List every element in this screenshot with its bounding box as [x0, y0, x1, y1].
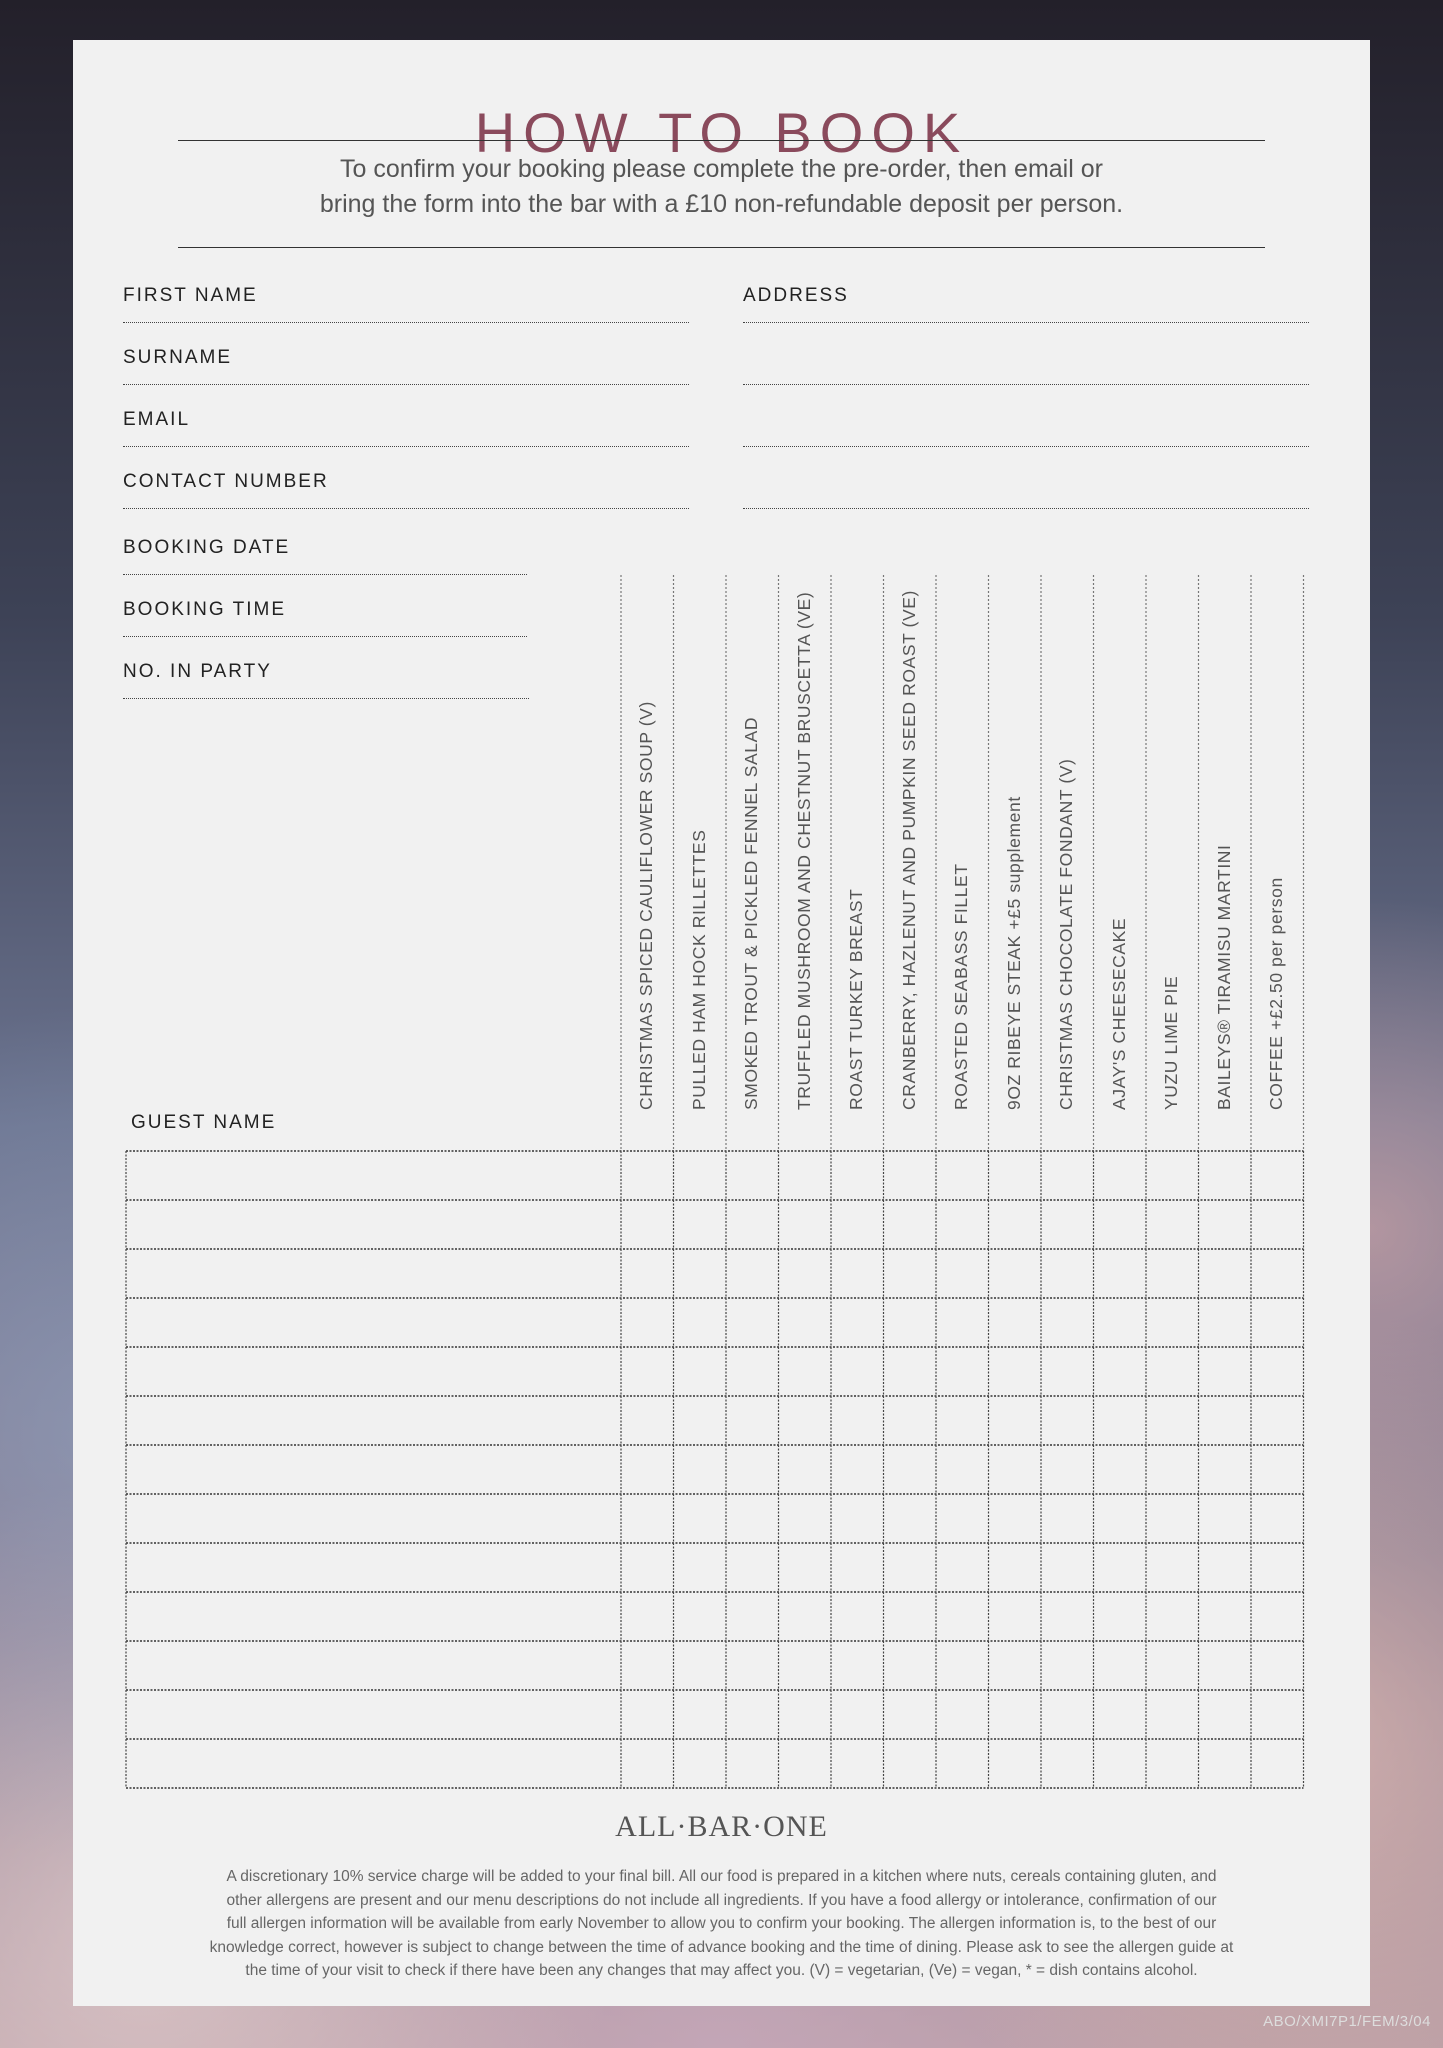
menu-choice-cell[interactable]: [936, 1347, 989, 1396]
disclaimer-line: A discretionary 10% service charge will be added to your final bill. All our food is prepared in a kitchen where nuts, cereals containing gluten, and: [226, 1868, 1217, 1885]
menu-choice-cell[interactable]: [936, 1592, 989, 1641]
menu-choice-cell[interactable]: [936, 1298, 989, 1347]
menu-item-header: ROAST TURKEY BREAST: [846, 888, 867, 1110]
menu-choice-cell[interactable]: [831, 1396, 884, 1445]
contact-number-label: CONTACT NUMBER: [123, 471, 329, 492]
menu-choice-cell[interactable]: [674, 1641, 727, 1690]
menu-choice-cell[interactable]: [989, 1494, 1042, 1543]
menu-choice-cell[interactable]: [674, 1249, 727, 1298]
menu-choice-cell[interactable]: [989, 1151, 1042, 1200]
menu-choice-cell[interactable]: [936, 1445, 989, 1494]
menu-choice-cell[interactable]: [779, 1396, 832, 1445]
menu-choice-cell[interactable]: [674, 1543, 727, 1592]
menu-choice-cell[interactable]: [1146, 1592, 1199, 1641]
menu-choice-cell[interactable]: [1199, 1200, 1252, 1249]
guest-name-cell[interactable]: [126, 1249, 621, 1298]
menu-choice-cell[interactable]: [936, 1151, 989, 1200]
menu-choice-cell[interactable]: [621, 1739, 674, 1788]
menu-item-header: CHRISTMAS CHOCOLATE FONDANT (V): [1056, 758, 1077, 1110]
menu-choice-cell[interactable]: [621, 1690, 674, 1739]
menu-item-header: CRANBERRY, HAZLENUT AND PUMPKIN SEED ROAST (VE): [898, 590, 919, 1110]
menu-choice-cell[interactable]: [989, 1396, 1042, 1445]
menu-choice-cell[interactable]: [1041, 1739, 1094, 1788]
menu-choice-cell[interactable]: [831, 1739, 884, 1788]
menu-choice-cell[interactable]: [989, 1592, 1042, 1641]
menu-choice-cell[interactable]: [674, 1298, 727, 1347]
menu-choice-cell[interactable]: [936, 1200, 989, 1249]
menu-choice-cell[interactable]: [726, 1396, 779, 1445]
menu-choice-cell[interactable]: [621, 1494, 674, 1543]
menu-choice-cell[interactable]: [936, 1641, 989, 1690]
menu-choice-cell[interactable]: [1251, 1298, 1304, 1347]
document-reference: ABO/XMI7P1/FEM/3/04: [1263, 2013, 1431, 2030]
menu-choice-cell[interactable]: [1094, 1739, 1147, 1788]
menu-choice-cell[interactable]: [989, 1249, 1042, 1298]
menu-choice-cell[interactable]: [1251, 1592, 1304, 1641]
menu-choice-cell[interactable]: [884, 1641, 937, 1690]
menu-choice-cell[interactable]: [1251, 1739, 1304, 1788]
menu-choice-cell[interactable]: [1094, 1690, 1147, 1739]
menu-choice-cell[interactable]: [1041, 1592, 1094, 1641]
menu-choice-cell[interactable]: [1041, 1445, 1094, 1494]
menu-choice-cell[interactable]: [1094, 1445, 1147, 1494]
guest-name-label: GUEST NAME: [131, 1112, 277, 1133]
menu-choice-cell[interactable]: [1094, 1396, 1147, 1445]
menu-choice-cell[interactable]: [621, 1298, 674, 1347]
menu-choice-cell[interactable]: [831, 1592, 884, 1641]
menu-choice-cell[interactable]: [831, 1690, 884, 1739]
menu-choice-cell[interactable]: [621, 1592, 674, 1641]
menu-choice-cell[interactable]: [621, 1396, 674, 1445]
menu-choice-cell[interactable]: [1146, 1641, 1199, 1690]
menu-choice-cell[interactable]: [1041, 1641, 1094, 1690]
guest-name-cell[interactable]: [126, 1641, 621, 1690]
menu-choice-cell[interactable]: [1199, 1494, 1252, 1543]
menu-choice-cell[interactable]: [726, 1690, 779, 1739]
menu-choice-cell[interactable]: [1146, 1298, 1199, 1347]
surname-label: SURNAME: [123, 347, 233, 368]
menu-choice-cell[interactable]: [621, 1445, 674, 1494]
menu-choice-cell[interactable]: [674, 1200, 727, 1249]
menu-choice-cell[interactable]: [831, 1445, 884, 1494]
menu-choice-cell[interactable]: [1251, 1200, 1304, 1249]
menu-choice-cell[interactable]: [674, 1347, 727, 1396]
allergen-disclaimer: [123, 1865, 1320, 1983]
menu-choice-cell[interactable]: [779, 1445, 832, 1494]
menu-choice-cell[interactable]: [1146, 1445, 1199, 1494]
menu-choice-cell[interactable]: [1041, 1690, 1094, 1739]
menu-choice-cell[interactable]: [831, 1298, 884, 1347]
guest-name-cell[interactable]: [126, 1739, 621, 1788]
menu-choice-cell[interactable]: [1146, 1739, 1199, 1788]
guest-name-cell[interactable]: [126, 1151, 621, 1200]
menu-choice-cell[interactable]: [884, 1543, 937, 1592]
menu-choice-cell[interactable]: [1094, 1543, 1147, 1592]
menu-choice-cell[interactable]: [621, 1249, 674, 1298]
guest-name-cell[interactable]: [126, 1494, 621, 1543]
menu-choice-cell[interactable]: [1094, 1347, 1147, 1396]
guest-name-cell[interactable]: [126, 1200, 621, 1249]
menu-choice-cell[interactable]: [621, 1543, 674, 1592]
menu-choice-cell[interactable]: [1199, 1690, 1252, 1739]
menu-choice-cell[interactable]: [1251, 1494, 1304, 1543]
menu-choice-cell[interactable]: [884, 1739, 937, 1788]
guest-name-cell[interactable]: [126, 1445, 621, 1494]
menu-choice-cell[interactable]: [779, 1592, 832, 1641]
menu-choice-cell[interactable]: [779, 1543, 832, 1592]
booking-date-label: BOOKING DATE: [123, 537, 291, 558]
menu-choice-cell[interactable]: [674, 1396, 727, 1445]
menu-choice-cell[interactable]: [831, 1347, 884, 1396]
menu-choice-cell[interactable]: [726, 1494, 779, 1543]
menu-choice-cell[interactable]: [674, 1445, 727, 1494]
menu-item-header: SMOKED TROUT & PICKLED FENNEL SALAD: [741, 716, 762, 1110]
menu-choice-cell[interactable]: [726, 1445, 779, 1494]
guest-name-cell[interactable]: [126, 1347, 621, 1396]
menu-choice-cell[interactable]: [1199, 1347, 1252, 1396]
menu-choice-cell[interactable]: [621, 1151, 674, 1200]
menu-item-header: AJAY'S CHEESECAKE: [1108, 917, 1129, 1110]
menu-choice-cell[interactable]: [779, 1249, 832, 1298]
menu-choice-cell[interactable]: [779, 1641, 832, 1690]
menu-choice-cell[interactable]: [884, 1690, 937, 1739]
intro-line: To confirm your booking please complete the pre-order, then email or: [340, 155, 1103, 183]
menu-choice-cell[interactable]: [726, 1151, 779, 1200]
guest-name-cell[interactable]: [126, 1690, 621, 1739]
menu-choice-cell[interactable]: [1146, 1543, 1199, 1592]
menu-choice-cell[interactable]: [1094, 1298, 1147, 1347]
menu-choice-cell[interactable]: [989, 1347, 1042, 1396]
menu-choice-cell[interactable]: [1199, 1298, 1252, 1347]
email-label: EMAIL: [123, 409, 191, 430]
menu-choice-cell[interactable]: [831, 1200, 884, 1249]
menu-choice-cell[interactable]: [884, 1347, 937, 1396]
menu-choice-cell[interactable]: [779, 1347, 832, 1396]
menu-choice-cell[interactable]: [1199, 1641, 1252, 1690]
menu-choice-cell[interactable]: [726, 1347, 779, 1396]
menu-choice-cell[interactable]: [1041, 1396, 1094, 1445]
menu-choice-cell[interactable]: [1146, 1494, 1199, 1543]
menu-item-header: CHRISTMAS SPICED CAULIFLOWER SOUP (V): [636, 701, 657, 1110]
no-in-party-label: NO. IN PARTY: [123, 661, 272, 682]
menu-choice-cell[interactable]: [779, 1494, 832, 1543]
menu-choice-cell[interactable]: [884, 1494, 937, 1543]
menu-choice-cell[interactable]: [1251, 1249, 1304, 1298]
menu-choice-cell[interactable]: [1199, 1445, 1252, 1494]
menu-choice-cell[interactable]: [726, 1592, 779, 1641]
menu-choice-cell[interactable]: [989, 1641, 1042, 1690]
menu-choice-cell[interactable]: [1041, 1347, 1094, 1396]
menu-item-header: ROASTED SEABASS FILLET: [951, 863, 972, 1110]
menu-choice-cell[interactable]: [674, 1494, 727, 1543]
booking-time-label: BOOKING TIME: [123, 599, 287, 620]
menu-choice-cell[interactable]: [1251, 1641, 1304, 1690]
menu-choice-cell[interactable]: [1251, 1690, 1304, 1739]
menu-choice-cell[interactable]: [936, 1494, 989, 1543]
menu-choice-cell[interactable]: [1199, 1592, 1252, 1641]
guest-name-cell[interactable]: [126, 1592, 621, 1641]
menu-choice-cell[interactable]: [1146, 1396, 1199, 1445]
menu-choice-cell[interactable]: [1094, 1494, 1147, 1543]
menu-choice-cell[interactable]: [936, 1249, 989, 1298]
menu-choice-cell[interactable]: [884, 1445, 937, 1494]
menu-choice-cell[interactable]: [1041, 1298, 1094, 1347]
menu-choice-cell[interactable]: [726, 1200, 779, 1249]
menu-choice-cell[interactable]: [831, 1543, 884, 1592]
menu-choice-cell[interactable]: [726, 1249, 779, 1298]
menu-choice-cell[interactable]: [884, 1592, 937, 1641]
menu-choice-cell[interactable]: [989, 1543, 1042, 1592]
menu-choice-cell[interactable]: [1251, 1151, 1304, 1200]
menu-choice-cell[interactable]: [1146, 1200, 1199, 1249]
intro-line: bring the form into the bar with a £10 non-refundable deposit per person.: [319, 190, 1124, 218]
menu-choice-cell[interactable]: [1041, 1249, 1094, 1298]
menu-choice-cell[interactable]: [1094, 1641, 1147, 1690]
menu-choice-cell[interactable]: [1094, 1249, 1147, 1298]
menu-choice-cell[interactable]: [1146, 1690, 1199, 1739]
menu-item-header: PULLED HAM HOCK RILLETTES: [688, 829, 709, 1110]
menu-choice-cell[interactable]: [1251, 1445, 1304, 1494]
menu-choice-cell[interactable]: [621, 1347, 674, 1396]
menu-choice-cell[interactable]: [1041, 1151, 1094, 1200]
menu-choice-cell[interactable]: [779, 1690, 832, 1739]
menu-choice-cell[interactable]: [779, 1739, 832, 1788]
menu-choice-cell[interactable]: [1094, 1592, 1147, 1641]
guest-name-cell[interactable]: [126, 1543, 621, 1592]
menu-choice-cell[interactable]: [1199, 1151, 1252, 1200]
menu-choice-cell[interactable]: [831, 1641, 884, 1690]
menu-choice-cell[interactable]: [779, 1151, 832, 1200]
menu-choice-cell[interactable]: [726, 1543, 779, 1592]
menu-choice-cell[interactable]: [884, 1200, 937, 1249]
menu-choice-cell[interactable]: [1251, 1543, 1304, 1592]
menu-choice-cell[interactable]: [674, 1151, 727, 1200]
menu-item-header: BAILEYS® TIRAMISU MARTINI: [1213, 844, 1234, 1110]
menu-choice-cell[interactable]: [1146, 1347, 1199, 1396]
menu-choice-cell[interactable]: [1146, 1151, 1199, 1200]
menu-item-header: YUZU LIME PIE: [1161, 975, 1182, 1110]
menu-choice-cell[interactable]: [621, 1641, 674, 1690]
menu-item-header: COFFEE +£2.50 per person: [1266, 877, 1287, 1110]
menu-choice-cell[interactable]: [621, 1200, 674, 1249]
menu-choice-cell[interactable]: [1251, 1347, 1304, 1396]
menu-choice-cell[interactable]: [884, 1298, 937, 1347]
menu-choice-cell[interactable]: [989, 1739, 1042, 1788]
address-label: ADDRESS: [743, 285, 849, 306]
menu-choice-cell[interactable]: [989, 1690, 1042, 1739]
menu-choice-cell[interactable]: [989, 1298, 1042, 1347]
menu-choice-cell[interactable]: [1251, 1396, 1304, 1445]
menu-choice-cell[interactable]: [831, 1249, 884, 1298]
menu-choice-cell[interactable]: [1094, 1200, 1147, 1249]
menu-choice-cell[interactable]: [779, 1200, 832, 1249]
menu-choice-cell[interactable]: [726, 1739, 779, 1788]
disclaimer-line: knowledge correct, however is subject to change between the time of advance booking and the time of dining. Please ask to see the allergen guide at: [209, 1938, 1234, 1956]
guest-name-cell[interactable]: [126, 1298, 621, 1347]
booking-form-sheet: [73, 40, 1370, 2006]
menu-choice-cell[interactable]: [936, 1396, 989, 1445]
menu-choice-cell[interactable]: [1146, 1249, 1199, 1298]
menu-choice-cell[interactable]: [989, 1445, 1042, 1494]
menu-choice-cell[interactable]: [1199, 1739, 1252, 1788]
menu-choice-cell[interactable]: [674, 1690, 727, 1739]
menu-choice-cell[interactable]: [884, 1249, 937, 1298]
menu-choice-cell[interactable]: [936, 1543, 989, 1592]
menu-choice-cell[interactable]: [1094, 1151, 1147, 1200]
menu-choice-cell[interactable]: [674, 1592, 727, 1641]
menu-choice-cell[interactable]: [936, 1690, 989, 1739]
disclaimer-line: other allergens are present and our menu descriptions do not include all ingredients. If you have a food allergy or intolerance, confirmation of our: [226, 1891, 1217, 1909]
menu-choice-cell[interactable]: [674, 1739, 727, 1788]
menu-choice-cell[interactable]: [1041, 1543, 1094, 1592]
menu-choice-cell[interactable]: [884, 1151, 937, 1200]
menu-choice-cell[interactable]: [779, 1298, 832, 1347]
menu-choice-cell[interactable]: [831, 1494, 884, 1543]
guest-name-cell[interactable]: [126, 1396, 621, 1445]
menu-choice-cell[interactable]: [726, 1298, 779, 1347]
menu-choice-cell[interactable]: [884, 1396, 937, 1445]
menu-choice-cell[interactable]: [1199, 1396, 1252, 1445]
brand-logo: ALL·BAR·ONE: [615, 1810, 828, 1843]
disclaimer-line: full allergen information will be available from early November to allow you to confirm your booking. The allergen information is, to the best of our: [226, 1915, 1217, 1932]
menu-choice-cell[interactable]: [1041, 1494, 1094, 1543]
menu-choice-cell[interactable]: [1199, 1543, 1252, 1592]
disclaimer-line: the time of your visit to check if there have been any changes that may affect you. (V) = vegetarian, (Ve) = vegan, * = dish contains alcohol.: [245, 1962, 1198, 1979]
menu-item-header: 9OZ RIBEYE STEAK +£5 supplement: [1003, 796, 1024, 1110]
first-name-label: FIRST NAME: [123, 285, 258, 306]
menu-item-header: TRUFFLED MUSHROOM AND CHESTNUT BRUSCETTA (VE): [793, 591, 814, 1110]
menu-choice-cell[interactable]: [831, 1151, 884, 1200]
menu-choice-cell[interactable]: [989, 1200, 1042, 1249]
menu-choice-cell[interactable]: [936, 1739, 989, 1788]
menu-choice-cell[interactable]: [1199, 1249, 1252, 1298]
menu-choice-cell[interactable]: [1041, 1200, 1094, 1249]
page-title: HOW TO BOOK: [474, 101, 969, 164]
menu-choice-cell[interactable]: [726, 1641, 779, 1690]
